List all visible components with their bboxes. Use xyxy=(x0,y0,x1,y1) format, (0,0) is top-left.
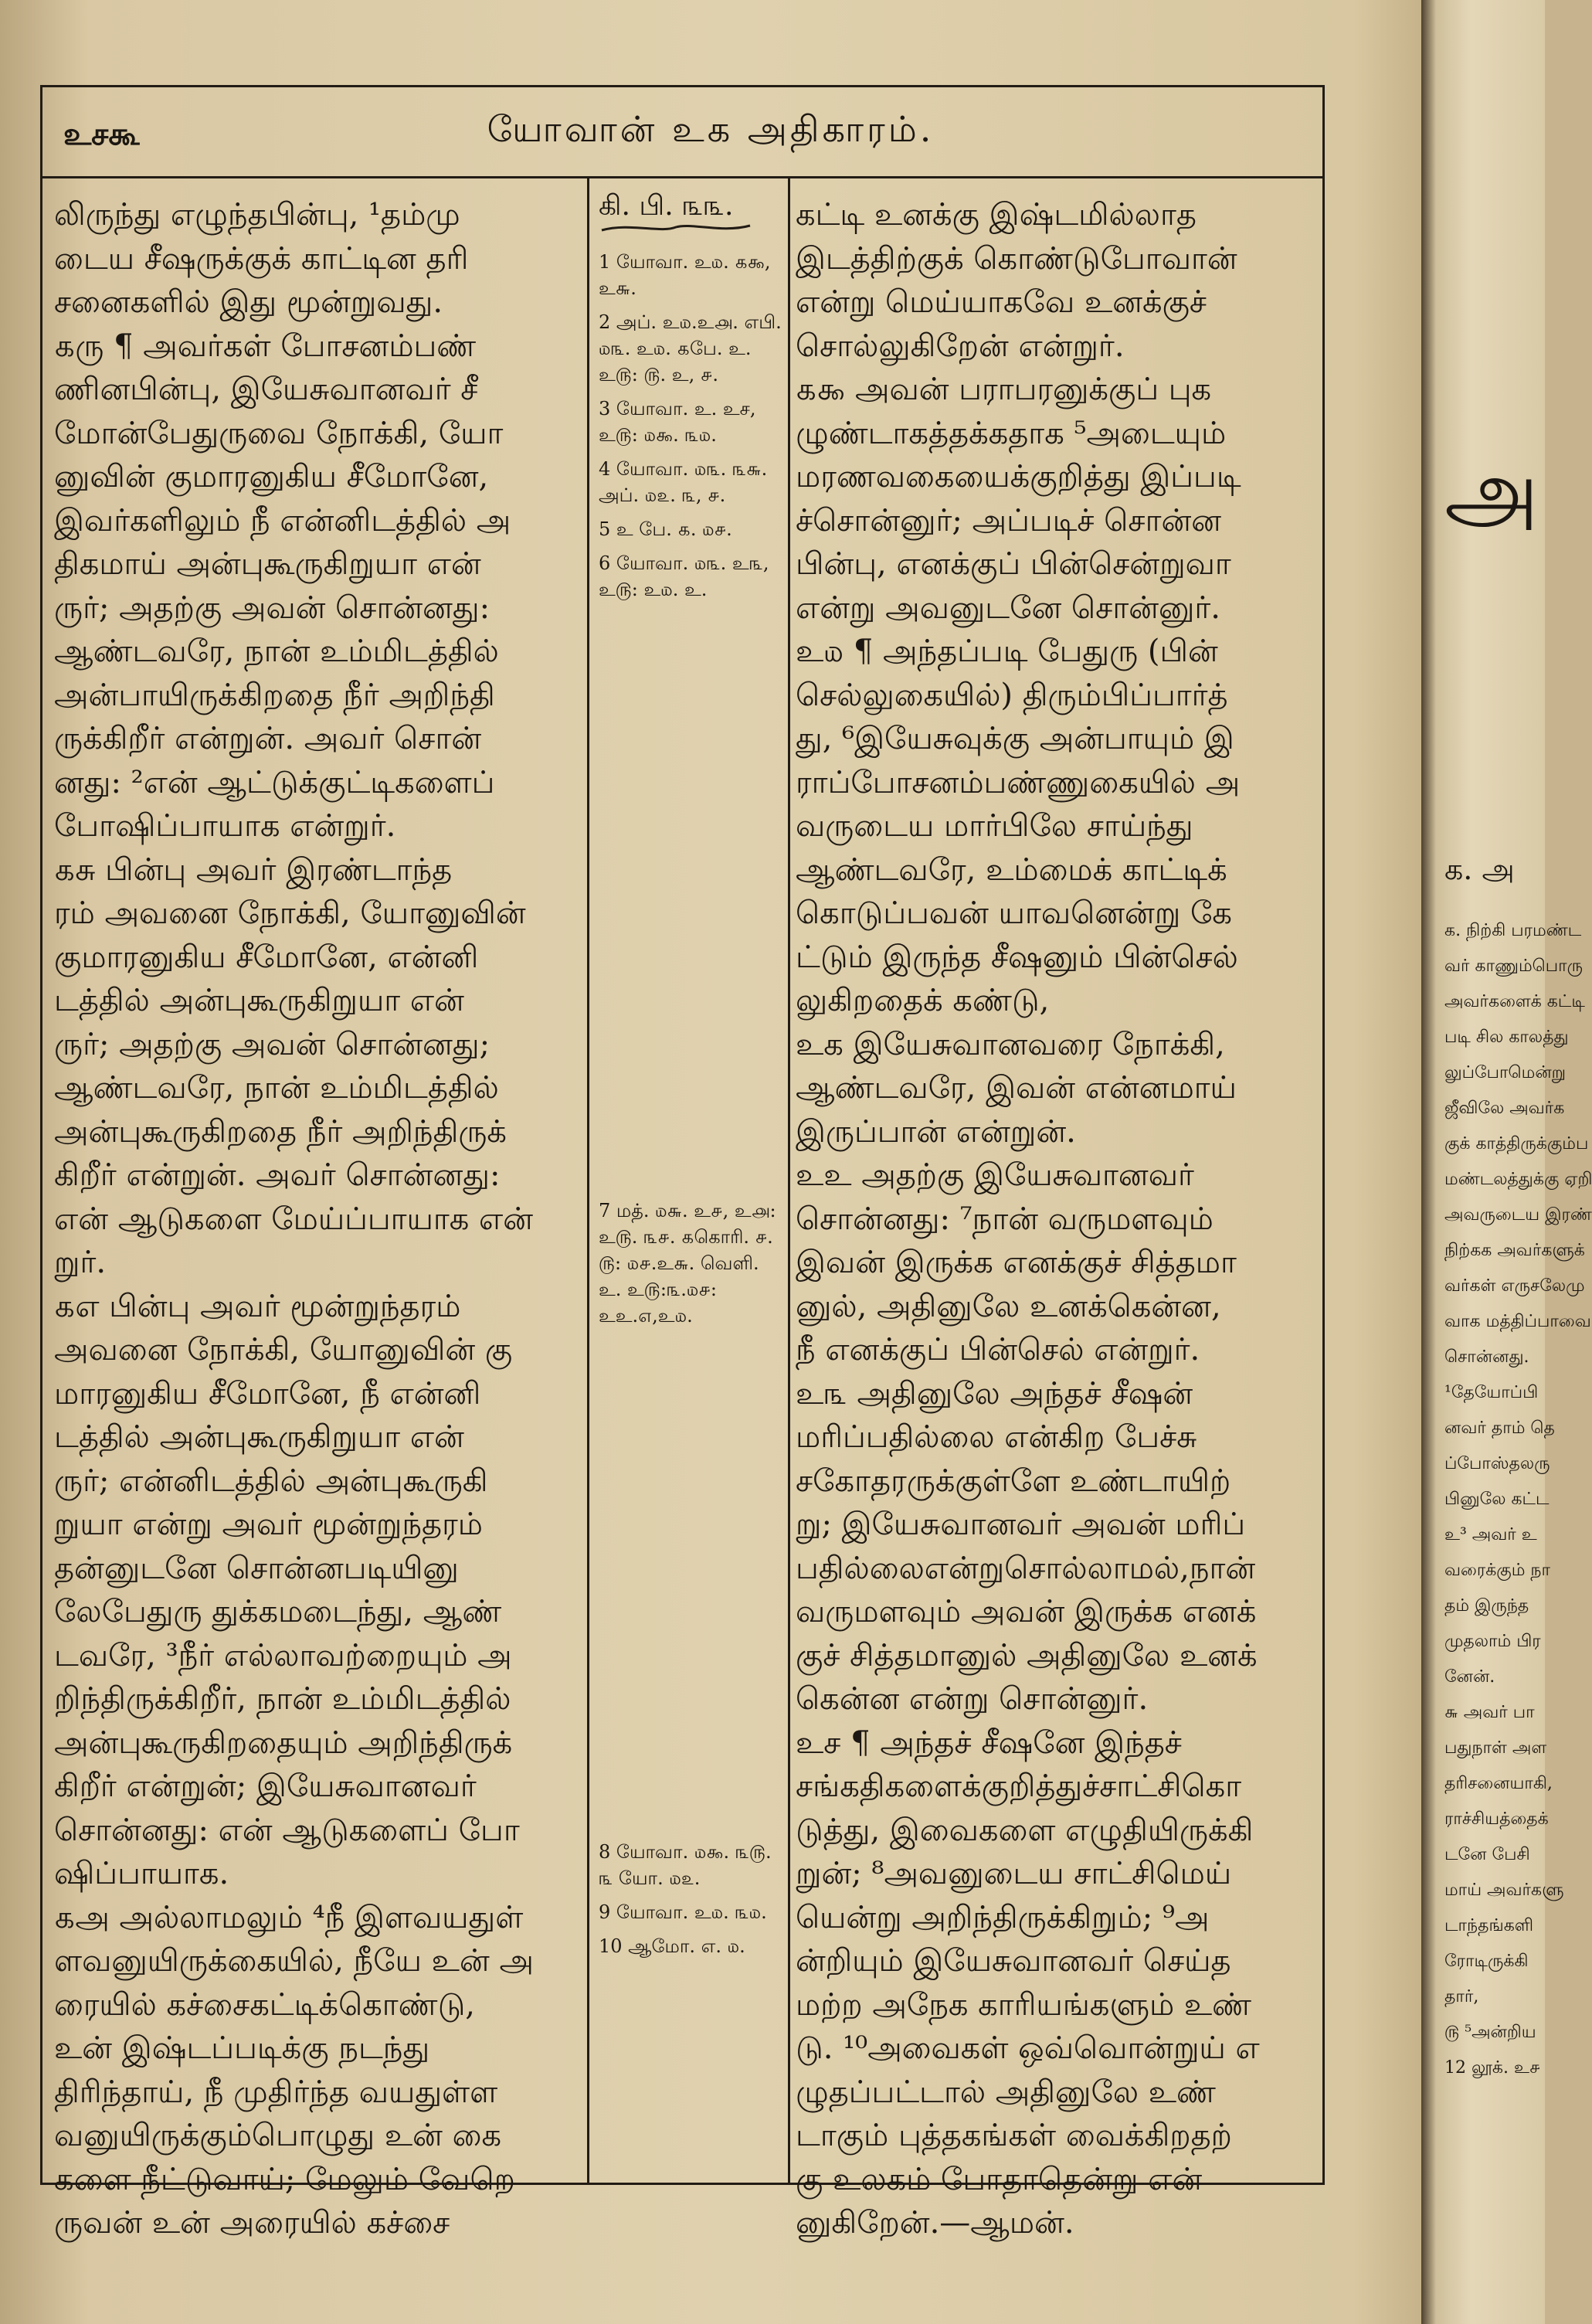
text-line: ரையில் கச்சைகட்டிக்கொண்டு, xyxy=(54,1986,475,2023)
text-line: கென்ன என்று சொன்னுர். xyxy=(796,1681,1149,1717)
adjacent-page-fragment: சொன்னது. xyxy=(1444,1347,1529,1367)
adjacent-page-fragment: வாக மத்திப்பாவை xyxy=(1444,1312,1591,1331)
text-line: ஆண்டவரே, நான் உம்மிடத்தில் xyxy=(54,1070,499,1106)
adjacent-page-fragment: தம் இருந்த xyxy=(1444,1596,1529,1616)
text-line: ஆண்டவரே, உம்மைக் காட்டிக் xyxy=(796,851,1227,888)
cross-reference: 3 யோவா. உ. உச, உ௫: ௰௯. ௩௰. xyxy=(599,398,756,446)
text-line: ௧ரு ¶ அவர்கள் போசனம்பண் xyxy=(54,328,477,364)
text-line: உ௩ அதினுலே அந்தச் சீஷன் xyxy=(796,1375,1193,1412)
text-line: ௧அ அல்லாமலும் ⁴நீ இளவயதுள் xyxy=(54,1899,524,1935)
margin-ref-group-middle xyxy=(599,1198,784,1337)
text-line: மரணவகையைக்குறித்து இப்படி xyxy=(796,459,1241,494)
text-line: என்று அவனுடனே சொன்னுர். xyxy=(796,589,1221,626)
text-line: ன்றியும் இயேசுவானவர் செய்த xyxy=(796,1943,1231,1979)
adjacent-page-fragment: லுப்போமென்று xyxy=(1444,1063,1567,1082)
adjacent-page-fragment: அவருடைய இரண் xyxy=(1444,1205,1592,1225)
text-line: லேபேதுரு துக்கமடைந்து, ஆண் xyxy=(54,1594,502,1629)
running-title: யோவான் உக அதிகாரம். xyxy=(487,108,935,150)
text-line: கிறீர் என்றுன்; இயேசுவானவர் xyxy=(54,1768,477,1804)
text-line: டு. ¹⁰அவைகள் ஒவ்வொன்றுய் எ xyxy=(796,2030,1260,2066)
cross-reference: 2 அப். உ௰.உ௮. எபி. ௰௩. உ௰. ௧பே. உ. உ௫: ௫. உ, ௪. xyxy=(599,311,782,386)
text-line: ௧சு பின்பு அவர் இரண்டாந்த xyxy=(54,851,453,888)
right-column-rule xyxy=(788,178,790,2183)
text-line: று; இயேசுவானவர் அவன் மரிப் xyxy=(796,1507,1246,1542)
adjacent-page-fragment: பினுலே கட்ட xyxy=(1444,1490,1550,1509)
text-line: உஉ அதற்கு இயேசுவானவர் xyxy=(796,1157,1194,1193)
text-line: டுத்து, இவைகளை எழுதியிருக்கி xyxy=(796,1812,1254,1848)
text-line: து, ⁶இயேசுவுக்கு அன்பாயும் இ xyxy=(796,721,1234,756)
adjacent-page-fragment: மாய் அவர்களு xyxy=(1444,1881,1564,1900)
text-line: றுர். xyxy=(54,1245,107,1280)
text-line: கிறீர் என்றுன். அவர் சொன்னது: xyxy=(54,1157,501,1193)
adjacent-page-fragment: பதுநாள் அள xyxy=(1444,1738,1547,1758)
text-line: வனுயிருக்கும்பொழுது உன் கை xyxy=(54,2118,502,2153)
text-line: ளவனுயிருக்கையில், நீயே உன் அ xyxy=(54,1943,534,1979)
adjacent-page-fragment: ரோடிருக்கி xyxy=(1444,1952,1529,1971)
text-line: குமாரனுகிய சீமோனே, என்னி xyxy=(54,939,479,975)
text-line: டவரே, ³நீர் எல்லாவற்றையும் அ xyxy=(54,1637,512,1673)
adjacent-page-fragment: 12 லூக். உ௪ xyxy=(1444,2058,1541,2078)
adjacent-page-fragment: படி சில காலத்து xyxy=(1444,1028,1569,1047)
text-line: இவன் இருக்க எனக்குச் சித்தமா xyxy=(796,1245,1237,1280)
text-line: உக இயேசுவானவரை நோக்கி, xyxy=(796,1026,1225,1062)
adjacent-page-fragment: ¹தேயோப்பி xyxy=(1444,1383,1539,1402)
text-line: சொன்னது: என் ஆடுகளைப் போ xyxy=(54,1812,520,1848)
text-line: லுகிறதைக் கண்டு, xyxy=(796,983,1050,1018)
cross-reference: 10 ஆமோ. எ. ௰. xyxy=(599,1935,745,1957)
adjacent-page-fragment: ஜீவிலே அவர்க xyxy=(1444,1099,1565,1118)
text-line: வருடைய மார்பிலே சாய்ந்து xyxy=(796,808,1193,844)
adjacent-page-fragment: க. அ xyxy=(1444,852,1515,886)
text-line: றுயா என்று அவர் மூன்றுந்தரம் xyxy=(54,1507,483,1542)
text-line: னுல், அதினுலே உனக்கென்ன, xyxy=(796,1288,1221,1324)
text-line: இடத்திற்குக் கொண்டுபோவான் xyxy=(796,240,1237,277)
text-line: னது: ²என் ஆட்டுக்குட்டிகளைப் xyxy=(54,764,495,800)
text-line: அன்புகூருகிறதையும் அறிந்திருக் xyxy=(54,1724,513,1761)
text-line: திகமாய் அன்புகூருகிறுயா என் xyxy=(54,546,481,582)
text-line: ழுதப்பட்டால் அதினுலே உண் xyxy=(796,2074,1216,2110)
adjacent-page-fragment: முதலாம் பிர xyxy=(1444,1632,1541,1651)
adjacent-page-fragment: வர் காணும்பொரு xyxy=(1444,956,1584,976)
margin-references xyxy=(599,190,784,1957)
ornamental-swash-icon xyxy=(599,221,753,235)
adjacent-page-fragment: ௫ ⁵அன்றிய xyxy=(1444,2023,1536,2042)
text-line: மரிப்பதில்லை என்கிற பேச்சு xyxy=(796,1419,1197,1455)
text-line: ருக்கிறீர் என்றுன். அவர் சொன் xyxy=(54,721,482,756)
text-line: ஆண்டவரே, நான் உம்மிடத்தில் xyxy=(54,634,499,669)
text-line: அன்பாயிருக்கிறதை நீர் அறிந்தி xyxy=(54,677,495,713)
text-line: ருர்; என்னிடத்தில் அன்புகூருகி xyxy=(54,1463,488,1499)
text-line: நீ எனக்குப் பின்செல் என்றுர். xyxy=(796,1332,1200,1368)
text-line: னுவின் குமாரனுகிய சீமோனே, xyxy=(54,459,489,494)
margin-ref-group-bottom xyxy=(599,1839,784,1967)
right-text-column xyxy=(796,193,1321,2245)
adjacent-page-fragment: வரைக்கும் நா xyxy=(1444,1561,1551,1580)
text-line: சொல்லுகிறேன் என்றுர். xyxy=(796,328,1125,364)
cross-reference: 7 மத். ௰௬. உ௪, உ௮: உ௫. ௩௪. ௧கொரி. ௪. ௫: ௰௪.உ௬. வெளி. உ. உ௫:௩.௰௪: உஉ.௭,உ௰. xyxy=(599,1200,776,1327)
adjacent-page-fragment: க. நிற்கி பரமண்ட xyxy=(1444,921,1582,940)
margin-ref-group-top xyxy=(599,249,784,603)
adjacent-page-fragment: னேன். xyxy=(1444,1667,1495,1687)
header-rule xyxy=(40,176,1325,178)
text-line: வருமளவும் அவன் இருக்க எனக் xyxy=(796,1594,1257,1629)
adjacent-page-fragment: டனே பேசி xyxy=(1444,1845,1530,1864)
text-line: கு உலகம் போதாதென்று என் xyxy=(796,2161,1203,2197)
text-line: மற்ற அநேக காரியங்களும் உண் xyxy=(796,1986,1252,2023)
adjacent-page-fragment: நிற்கக அவர்களுக் xyxy=(1444,1241,1585,1260)
text-line: சங்கதிகளைக்குறித்துச்சாட்சிகொ xyxy=(796,1768,1242,1804)
text-line: டத்தில் அன்புகூருகிறுயா என் xyxy=(54,983,464,1018)
text-line: பதில்லைஎன்றுசொல்லாமல்,நான் xyxy=(796,1550,1256,1586)
adjacent-page-fragment: குக் காத்திருக்கும்ப xyxy=(1444,1134,1589,1154)
adjacent-page-fragment: அவர்களைக் கட்டி xyxy=(1444,992,1585,1011)
text-line: ௧எ பின்பு அவர் மூன்றுந்தரம் xyxy=(54,1288,461,1324)
text-line: உச ¶ அந்தச் சீஷனே இந்தச் xyxy=(796,1724,1182,1761)
text-line: டாகும் புத்தகங்கள் வைக்கிறதற் xyxy=(796,2118,1232,2153)
cross-reference: 6 யோவா. ௰௩. உ௩, உ௫: உ௰. உ. xyxy=(599,552,769,600)
text-line: சொன்னது: ⁷நான் வருமளவும் xyxy=(796,1201,1214,1237)
text-line: ச்சொன்னுர்; அப்படிச் சொன்ன xyxy=(796,502,1222,539)
text-line: ழுண்டாகத்தக்கதாக ⁵அடையும் xyxy=(796,415,1227,451)
text-line: லிருந்து எழுந்தபின்பு, ¹தம்மு xyxy=(54,197,460,233)
adjacent-page-edge xyxy=(1421,0,1592,2324)
adjacent-page-fragment: ப்போஸ்தலரு xyxy=(1444,1454,1550,1473)
adjacent-page-fragment: அ xyxy=(1444,441,1539,540)
text-line: ராப்போசனம்பண்ணுகையில் அ xyxy=(796,764,1241,800)
cross-reference: 8 யோவா. ௰௯. ௩௫. ௩ யோ. ௰௨. xyxy=(599,1841,772,1889)
text-line: சகோதரருக்குள்ளே உண்டாயிற் xyxy=(796,1463,1231,1499)
text-line: யென்று அறிந்திருக்கிறும்; ⁹அ xyxy=(796,1899,1210,1935)
text-line: ஷிப்பாயாக. xyxy=(54,1856,229,1891)
adjacent-page-fragment: தரிசனையாகி, xyxy=(1444,1774,1553,1793)
adjacent-page-fragment: டாந்தங்களி xyxy=(1444,1916,1534,1935)
left-column-rule xyxy=(587,178,589,2183)
cross-reference: 4 யோவா. ௰௩. ௩௬. அப். ௰௨. ௩, ௪. xyxy=(599,458,768,506)
adjacent-page-fragment: தார், xyxy=(1444,1987,1479,2006)
text-line: ஆண்டவரே, இவன் என்னமாய் xyxy=(796,1070,1237,1106)
text-line: போஷிப்பாயாக என்றுர். xyxy=(54,808,396,844)
cross-reference: 5 உ பே. ௧. ௰௪. xyxy=(599,518,732,540)
text-line: செல்லுகையில்) திரும்பிப்பார்த் xyxy=(796,677,1228,713)
text-line: கொடுப்பவன் யாவனென்று கே xyxy=(796,895,1232,931)
left-text-column xyxy=(54,193,579,2245)
text-line: ௧௯ அவன் பராபரனுக்குப் புக xyxy=(796,372,1212,407)
text-line: மாரனுகிய சீமோனே, நீ என்னி xyxy=(54,1375,481,1412)
adjacent-page-fragment: உ³ அவர் உ xyxy=(1444,1525,1537,1544)
text-line: குச் சித்தமானுல் அதினுலே உனக் xyxy=(796,1637,1258,1673)
text-line: ருர்; அதற்கு அவன் சொன்னது; xyxy=(54,1026,490,1062)
margin-year-header: கி. பி. ௩௩. xyxy=(599,190,734,222)
text-line: என் ஆடுகளை மேய்ப்பாயாக என் xyxy=(54,1201,534,1237)
text-line: ருவன் உன் அரையில் கச்சை xyxy=(54,2205,450,2241)
text-line: உன் இஷ்டப்படிக்கு நடந்து xyxy=(54,2030,430,2066)
text-line: மோன்பேதுருவை நோக்கி, யோ xyxy=(54,415,504,451)
text-line: திரிந்தாய், நீ முதிர்ந்த வயதுள்ள xyxy=(54,2074,498,2110)
text-line: பின்பு, எனக்குப் பின்சென்றுவா xyxy=(796,546,1231,582)
text-line: என்று மெய்யாகவே உனக்குச் xyxy=(796,284,1207,320)
text-line: சனைகளில் இது மூன்றுவது. xyxy=(54,284,443,320)
text-line: றுன்; ⁸அவனுடைய சாட்சிமெய் xyxy=(796,1856,1232,1891)
text-line: ணினபின்பு, இயேசுவானவர் சீ xyxy=(54,372,478,407)
text-line: அவனை நோக்கி, யோனுவின் கு xyxy=(54,1332,513,1368)
text-line: கட்டி உனக்கு இஷ்டமில்லாத xyxy=(796,197,1197,233)
text-line: றிந்திருக்கிறீர், நான் உம்மிடத்தில் xyxy=(54,1681,511,1717)
text-line: அன்புகூருகிறதை நீர் அறிந்திருக் xyxy=(54,1113,507,1150)
text-line: ரம் அவனை நோக்கி, யோனுவின் xyxy=(54,895,526,931)
text-line: தன்னுடனே சொன்னபடியினு xyxy=(54,1550,459,1586)
cross-reference: 1 யோவா. உ௰. ௧௯, உ௬. xyxy=(599,251,771,299)
text-line: இருப்பான் என்றுன். xyxy=(796,1113,1076,1150)
cross-reference: 9 யோவா. உ௰. ௩௰. xyxy=(599,1901,767,1923)
adjacent-page-fragment: ௬ அவர் பா xyxy=(1444,1703,1535,1722)
text-line: இவர்களிலும் நீ என்னிடத்தில் அ xyxy=(54,502,511,539)
text-line: உ௰ ¶ அந்தப்படி பேதுரு (பின் xyxy=(796,634,1218,669)
adjacent-page-fragment: ராச்சியத்தைக் xyxy=(1444,1809,1549,1829)
text-line: ருர்; அதற்கு அவன் சொன்னது: xyxy=(54,589,490,626)
text-line: டத்தில் அன்புகூருகிறுயா என் xyxy=(54,1419,464,1455)
text-line: டைய சீஷருக்குக் காட்டின தரி xyxy=(54,240,469,277)
adjacent-page-fragment: மண்டலத்துக்கு ஏறி xyxy=(1444,1170,1592,1189)
adjacent-page-fragment: னவர் தாம் தெ xyxy=(1444,1419,1555,1438)
text-line: களை நீட்டுவாய்; மேலும் வேறெ xyxy=(54,2161,515,2197)
text-line: னுகிறேன்.—ஆமன். xyxy=(796,2205,1074,2241)
text-line: ட்டும் இருந்த சீஷனும் பின்செல் xyxy=(796,939,1238,975)
page-number: உசகூ xyxy=(63,116,140,152)
adjacent-page-fragment: வர்கள் எருசலேமு xyxy=(1444,1276,1585,1296)
